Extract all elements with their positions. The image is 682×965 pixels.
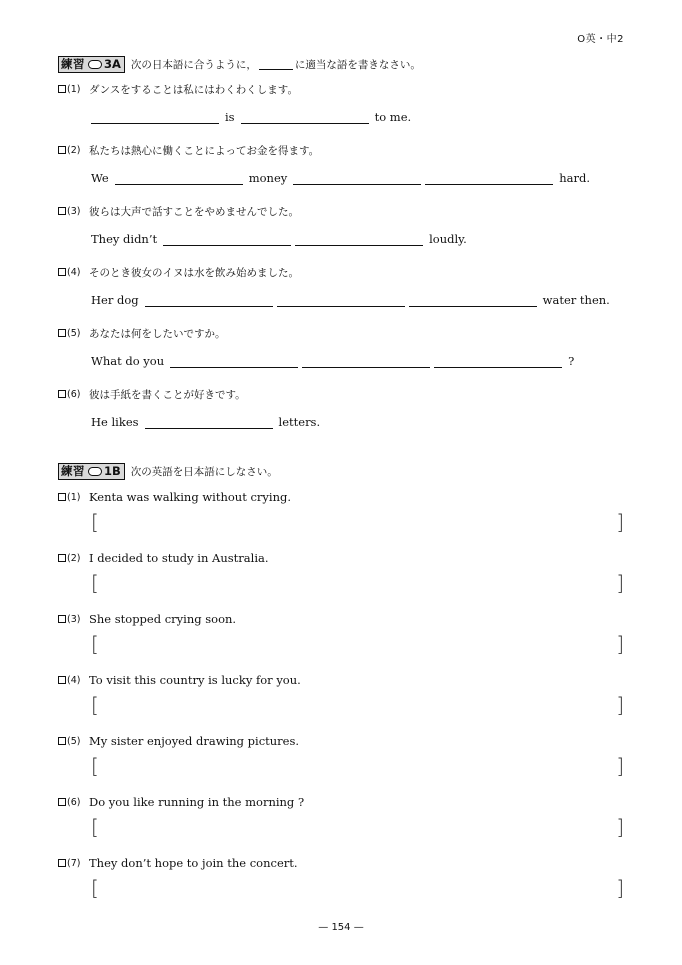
question-english: Do you like running in the morning ? [89, 795, 305, 809]
badge-code: 1B [104, 464, 121, 478]
question-english: To visit this country is lucky for you. [89, 673, 301, 687]
given-word: letters. [278, 415, 321, 429]
question-number: (6) [67, 796, 81, 808]
answer-bracket-area[interactable] [91, 756, 624, 776]
checkbox[interactable] [58, 85, 66, 93]
page-number: — 154 — [318, 922, 364, 933]
question-english: My sister enjoyed drawing pictures. [89, 734, 300, 748]
answer-blank[interactable] [293, 172, 421, 185]
question-japanese: 彼は手紙を書くことが好きです。 [89, 388, 246, 401]
question-number: (7) [67, 857, 81, 869]
answer-line [91, 230, 471, 246]
answer-blank[interactable] [91, 111, 219, 124]
question-number: (2) [67, 552, 81, 564]
section-practice-3a [58, 55, 624, 429]
checkbox[interactable] [58, 329, 66, 337]
question-english: I decided to study in Australia. [89, 551, 269, 565]
given-word: What do you [91, 354, 165, 368]
bracket-close: ] [616, 876, 624, 900]
answer-blank[interactable] [115, 172, 243, 185]
answer-blank[interactable] [295, 233, 423, 246]
practice-badge [58, 463, 125, 480]
instruction-blank-sample [259, 59, 293, 70]
answer-line [91, 108, 415, 124]
answer-blank[interactable] [277, 294, 405, 307]
answer-bracket-area[interactable] [91, 634, 624, 654]
answer-blank[interactable] [145, 294, 273, 307]
question-english: Kenta was walking without crying. [89, 490, 292, 504]
answer-line [91, 413, 324, 429]
bracket-close: ] [616, 632, 624, 656]
answer-line [91, 291, 614, 307]
checkbox[interactable] [58, 737, 66, 745]
link-icon [88, 467, 102, 476]
unit-label: O英・中2 [577, 34, 624, 45]
answer-bracket-area[interactable] [91, 573, 624, 593]
answer-blank[interactable] [434, 355, 562, 368]
bracket-open: [ [91, 571, 99, 595]
bracket-close: ] [616, 571, 624, 595]
question-item [58, 203, 624, 246]
answer-blank[interactable] [302, 355, 430, 368]
question-item [58, 142, 624, 185]
badge-label: 練習 [61, 57, 85, 71]
translation-item [58, 794, 624, 839]
question-number: (4) [67, 674, 81, 686]
given-word: They didn’t [91, 232, 158, 246]
bracket-close: ] [616, 693, 624, 717]
question-japanese: 彼らは大声で話すことをやめませんでした。 [89, 205, 299, 218]
bracket-open: [ [91, 815, 99, 839]
question-number: (1) [67, 491, 81, 503]
question-number: (3) [67, 613, 81, 625]
checkbox[interactable] [58, 798, 66, 806]
given-word: hard. [559, 171, 591, 185]
question-number: (5) [67, 735, 81, 747]
question-item [58, 386, 624, 429]
question-english: She stopped crying soon. [89, 612, 237, 626]
question-number: (2) [67, 144, 81, 156]
link-icon [88, 60, 102, 69]
given-word: Her dog [91, 293, 139, 307]
bracket-open: [ [91, 876, 99, 900]
given-word: loudly. [429, 232, 467, 246]
answer-line [91, 352, 578, 368]
checkbox[interactable] [58, 493, 66, 501]
bracket-close: ] [616, 754, 624, 778]
question-number: (1) [67, 83, 81, 95]
instruction: 次の英語を日本語にしなさい。 [130, 465, 278, 478]
instruction-before: 次の日本語に合うように， [130, 58, 257, 71]
answer-blank[interactable] [170, 355, 298, 368]
given-word: water then. [542, 293, 610, 307]
answer-bracket-area[interactable] [91, 695, 624, 715]
given-word: ? [568, 354, 575, 368]
checkbox[interactable] [58, 268, 66, 276]
translation-item [58, 672, 624, 717]
answer-blank[interactable] [145, 416, 273, 429]
bracket-open: [ [91, 754, 99, 778]
answer-blank[interactable] [409, 294, 537, 307]
given-word: We [91, 171, 109, 185]
question-number: (4) [67, 266, 81, 278]
answer-line [91, 169, 594, 185]
answer-blank[interactable] [425, 172, 553, 185]
question-item [58, 264, 624, 307]
given-word: to me. [374, 110, 412, 124]
checkbox[interactable] [58, 615, 66, 623]
section-heading [58, 55, 624, 73]
badge-label: 練習 [61, 464, 85, 478]
checkbox[interactable] [58, 676, 66, 684]
question-japanese: ダンスをすることは私にはわくわくします。 [89, 83, 298, 96]
answer-bracket-area[interactable] [91, 878, 624, 898]
bracket-close: ] [616, 815, 624, 839]
question-item [58, 325, 624, 368]
question-number: (5) [67, 327, 81, 339]
given-word: He likes [91, 415, 139, 429]
question-number: (3) [67, 205, 81, 217]
bracket-open: [ [91, 693, 99, 717]
answer-bracket-area[interactable] [91, 817, 624, 837]
answer-bracket-area[interactable] [91, 512, 624, 532]
translation-item [58, 550, 624, 595]
question-number: (6) [67, 388, 81, 400]
checkbox[interactable] [58, 146, 66, 154]
translation-item [58, 855, 624, 900]
section-practice-1b [58, 462, 624, 900]
question-english: They don’t hope to join the concert. [89, 856, 298, 870]
section-heading [58, 462, 624, 480]
answer-blank[interactable] [163, 233, 291, 246]
practice-badge [58, 56, 125, 73]
checkbox[interactable] [58, 207, 66, 215]
checkbox[interactable] [58, 554, 66, 562]
bracket-open: [ [91, 632, 99, 656]
instruction [131, 57, 421, 72]
translation-item [58, 733, 624, 778]
question-japanese: 私たちは熱心に働くことによってお金を得ます。 [89, 144, 320, 157]
bracket-close: ] [616, 510, 624, 534]
bracket-open: [ [91, 510, 99, 534]
translation-item [58, 611, 624, 656]
instruction-after: に適当な語を書きなさい。 [294, 58, 421, 71]
badge-code: 3A [104, 57, 121, 71]
checkbox[interactable] [58, 390, 66, 398]
given-word: money [248, 171, 288, 185]
question-item [58, 81, 624, 124]
question-japanese: あなたは何をしたいですか。 [89, 327, 226, 340]
given-word: is [225, 110, 235, 124]
answer-blank[interactable] [241, 111, 369, 124]
translation-item [58, 489, 624, 534]
checkbox[interactable] [58, 859, 66, 867]
question-japanese: そのとき彼女のイヌは水を飲み始めました。 [89, 266, 299, 279]
